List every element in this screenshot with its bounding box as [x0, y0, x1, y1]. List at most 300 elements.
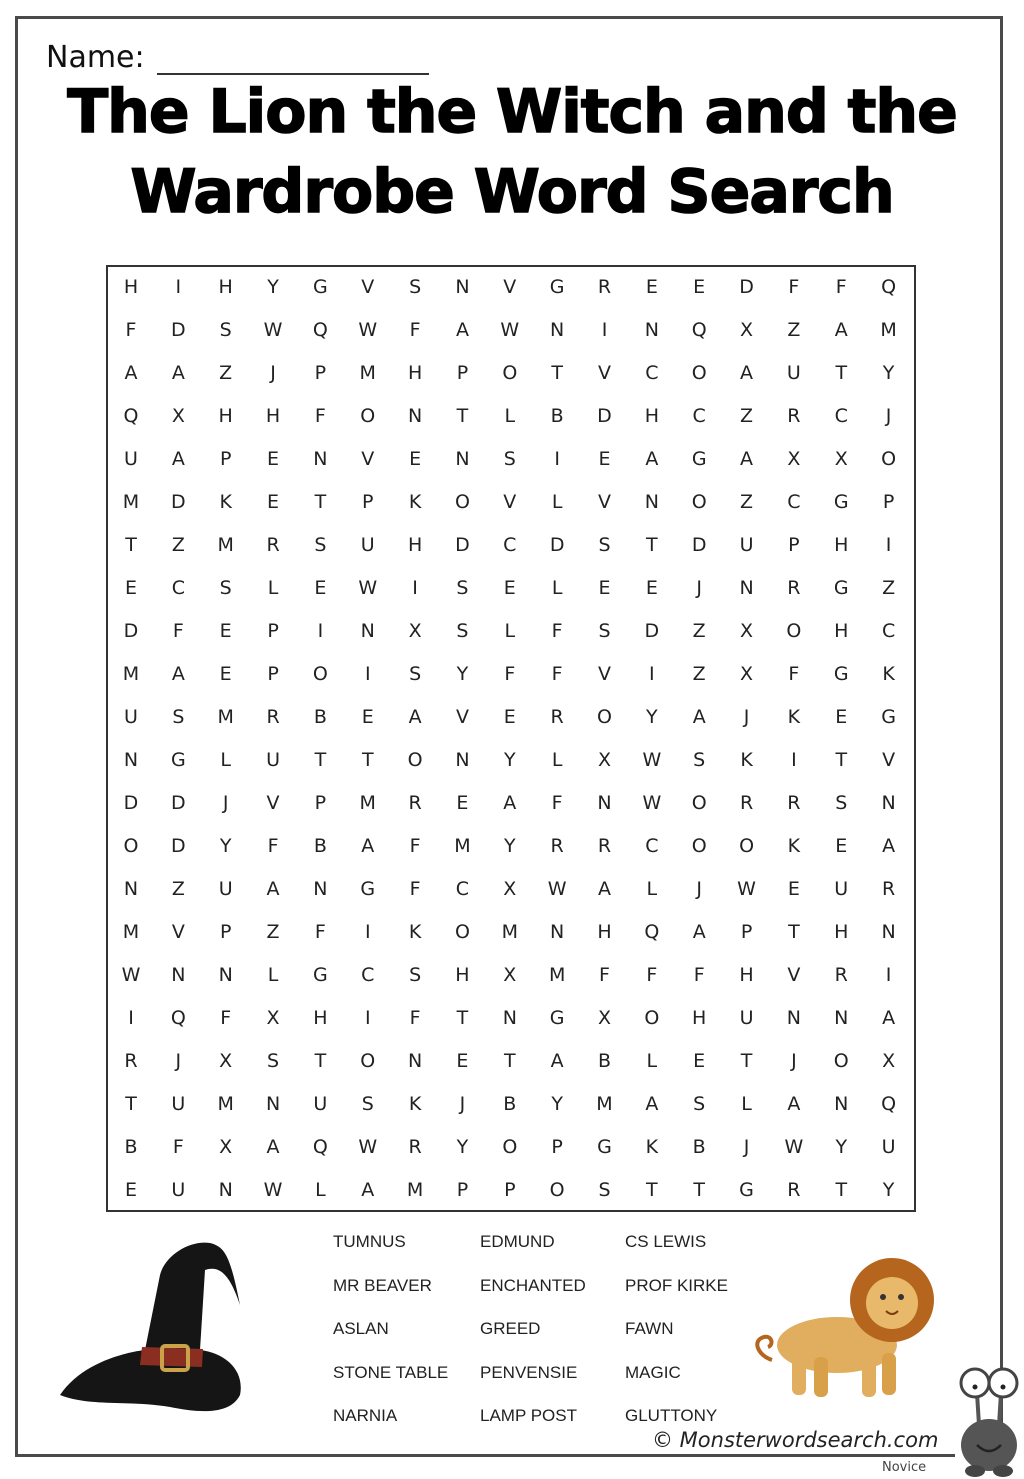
grid-cell[interactable]: T	[646, 1179, 658, 1201]
grid-cell[interactable]: H	[218, 405, 233, 427]
grid-cell[interactable]: X	[597, 1007, 612, 1029]
grid-cell[interactable]: P	[314, 362, 327, 384]
grid-cell[interactable]: Z	[692, 663, 706, 685]
grid-cell[interactable]: S	[456, 577, 469, 599]
grid-cell[interactable]: A	[692, 921, 706, 943]
grid-cell[interactable]: G	[549, 1007, 565, 1029]
grid-cell[interactable]: P	[362, 491, 374, 513]
grid-cell[interactable]: T	[361, 749, 374, 771]
grid-cell[interactable]: P	[551, 1136, 563, 1158]
grid-cell[interactable]: M	[217, 1093, 234, 1115]
grid-cell[interactable]: H	[644, 405, 659, 427]
grid-cell[interactable]: U	[171, 1179, 186, 1201]
grid-cell[interactable]: Y	[456, 1136, 469, 1158]
grid-cell[interactable]: J	[270, 362, 276, 384]
grid-cell[interactable]: L	[551, 491, 563, 513]
grid-cell[interactable]: R	[787, 405, 801, 427]
grid-cell[interactable]: O	[691, 362, 707, 384]
grid-cell[interactable]: U	[739, 534, 754, 556]
grid-cell[interactable]: J	[743, 1136, 750, 1158]
grid-cell[interactable]: H	[834, 921, 849, 943]
grid-cell[interactable]: Y	[503, 835, 516, 857]
grid-cell[interactable]: I	[885, 964, 892, 986]
grid-cell[interactable]: F	[599, 964, 610, 986]
grid-cell[interactable]: L	[220, 749, 231, 771]
grid-cell[interactable]: S	[598, 534, 611, 556]
grid-cell[interactable]: R	[124, 1050, 138, 1072]
grid-cell[interactable]: W	[121, 964, 141, 986]
grid-cell[interactable]: L	[646, 1050, 658, 1072]
grid-cell[interactable]: J	[791, 1050, 797, 1072]
grid-cell[interactable]: S	[172, 706, 185, 728]
grid-cell[interactable]: Y	[882, 1179, 895, 1201]
grid-cell[interactable]: N	[550, 319, 565, 341]
grid-cell[interactable]: F	[125, 319, 137, 341]
grid-cell[interactable]: E	[598, 577, 611, 599]
grid-cell[interactable]: K	[787, 835, 801, 857]
grid-cell[interactable]: F	[314, 921, 326, 943]
grid-cell[interactable]: X	[787, 448, 801, 470]
grid-cell[interactable]: T	[456, 1007, 469, 1029]
grid-cell[interactable]: D	[171, 792, 186, 814]
grid-cell[interactable]: W	[642, 749, 662, 771]
grid-cell[interactable]: O	[407, 749, 423, 771]
grid-cell[interactable]: O	[502, 1136, 518, 1158]
grid-cell[interactable]: J	[696, 878, 702, 900]
grid-cell[interactable]: I	[791, 749, 797, 771]
grid-cell[interactable]: D	[455, 534, 470, 556]
grid-cell[interactable]: Q	[312, 319, 328, 341]
grid-cell[interactable]: I	[317, 620, 324, 642]
grid-cell[interactable]: N	[739, 577, 754, 599]
name-input-line[interactable]	[157, 41, 429, 75]
grid-cell[interactable]: K	[645, 1136, 659, 1158]
grid-cell[interactable]: D	[123, 620, 139, 642]
grid-cell[interactable]: S	[456, 620, 469, 642]
grid-cell[interactable]: V	[598, 663, 611, 685]
grid-cell[interactable]: N	[360, 620, 375, 642]
grid-cell[interactable]: Z	[740, 405, 754, 427]
grid-cell[interactable]: A	[171, 448, 185, 470]
grid-cell[interactable]: S	[219, 319, 232, 341]
grid-cell[interactable]: U	[360, 534, 375, 556]
grid-cell[interactable]: P	[267, 620, 279, 642]
grid-cell[interactable]: O	[454, 921, 470, 943]
grid-cell[interactable]: E	[267, 448, 280, 470]
grid-cell[interactable]: A	[645, 448, 659, 470]
grid-cell[interactable]: V	[598, 362, 611, 384]
grid-cell[interactable]: F	[409, 835, 421, 857]
grid-cell[interactable]: M	[406, 1179, 424, 1201]
grid-cell[interactable]: K	[740, 749, 753, 771]
grid-cell[interactable]: I	[364, 1007, 371, 1029]
grid-cell[interactable]: L	[267, 577, 279, 599]
grid-cell[interactable]: A	[124, 362, 138, 384]
grid-cell[interactable]: E	[835, 706, 848, 728]
grid-cell[interactable]: N	[313, 448, 328, 470]
grid-cell[interactable]: O	[123, 835, 139, 857]
grid-cell[interactable]: Y	[551, 1093, 563, 1115]
grid-cell[interactable]: G	[833, 577, 849, 599]
grid-cell[interactable]: L	[646, 878, 658, 900]
grid-cell[interactable]: A	[171, 663, 185, 685]
grid-cell[interactable]: V	[598, 491, 611, 513]
grid-cell[interactable]: E	[124, 577, 137, 599]
grid-cell[interactable]: Z	[692, 620, 706, 642]
grid-cell[interactable]: S	[693, 749, 706, 771]
grid-cell[interactable]: N	[455, 448, 470, 470]
grid-cell[interactable]: T	[693, 1179, 705, 1201]
grid-cell[interactable]: B	[124, 1136, 138, 1158]
grid-cell[interactable]: E	[787, 878, 800, 900]
grid-cell[interactable]: X	[740, 620, 754, 642]
grid-cell[interactable]: B	[550, 405, 564, 427]
grid-cell[interactable]: G	[313, 276, 328, 298]
grid-cell[interactable]: U	[124, 448, 138, 470]
grid-cell[interactable]: T	[740, 1050, 753, 1072]
grid-cell[interactable]: B	[313, 835, 327, 857]
grid-cell[interactable]: T	[835, 749, 848, 771]
grid-cell[interactable]: Z	[171, 534, 185, 556]
grid-cell[interactable]: G	[833, 491, 849, 513]
grid-cell[interactable]: V	[361, 276, 375, 298]
grid-cell[interactable]: N	[123, 878, 139, 900]
grid-cell[interactable]: R	[597, 276, 612, 298]
grid-cell[interactable]: U	[786, 362, 801, 384]
grid-cell[interactable]: F	[788, 663, 800, 685]
grid-cell[interactable]: G	[833, 663, 849, 685]
grid-cell[interactable]: K	[408, 921, 422, 943]
grid-cell[interactable]: O	[833, 1050, 849, 1072]
grid-cell[interactable]: H	[265, 405, 281, 427]
grid-cell[interactable]: N	[881, 921, 896, 943]
grid-cell[interactable]: L	[315, 1179, 326, 1201]
grid-cell[interactable]: I	[412, 577, 418, 599]
grid-cell[interactable]: P	[314, 792, 327, 814]
grid-cell[interactable]: R	[266, 534, 280, 556]
grid-cell[interactable]: O	[502, 362, 518, 384]
grid-cell[interactable]: E	[598, 448, 611, 470]
grid-cell[interactable]: M	[454, 835, 471, 857]
grid-cell[interactable]: S	[267, 1050, 280, 1072]
grid-cell[interactable]: X	[266, 1007, 280, 1029]
grid-cell[interactable]: X	[834, 448, 848, 470]
grid-cell[interactable]: X	[503, 964, 517, 986]
grid-cell[interactable]: J	[743, 706, 750, 728]
grid-cell[interactable]: U	[739, 1007, 754, 1029]
grid-cell[interactable]: T	[456, 405, 469, 427]
grid-cell[interactable]: P	[882, 491, 895, 513]
grid-cell[interactable]: E	[409, 448, 422, 470]
grid-cell[interactable]: V	[503, 491, 517, 513]
grid-cell[interactable]: J	[696, 577, 702, 599]
grid-cell[interactable]: S	[409, 964, 422, 986]
grid-cell[interactable]: E	[361, 706, 374, 728]
grid-cell[interactable]: P	[788, 534, 800, 556]
grid-cell[interactable]: R	[787, 1179, 801, 1201]
grid-cell[interactable]: G	[739, 1179, 754, 1201]
grid-cell[interactable]: I	[601, 319, 608, 341]
grid-cell[interactable]: V	[455, 706, 469, 728]
grid-cell[interactable]: F	[504, 663, 516, 685]
grid-cell[interactable]: Y	[456, 663, 469, 685]
grid-cell[interactable]: F	[551, 663, 563, 685]
grid-cell[interactable]: X	[597, 749, 612, 771]
grid-cell[interactable]: O	[312, 663, 328, 685]
grid-cell[interactable]: O	[691, 491, 707, 513]
grid-cell[interactable]: O	[691, 835, 707, 857]
grid-cell[interactable]: E	[503, 706, 516, 728]
grid-cell[interactable]: M	[596, 1093, 613, 1115]
grid-cell[interactable]: A	[598, 878, 611, 900]
grid-cell[interactable]: F	[172, 620, 184, 642]
grid-cell[interactable]: F	[409, 319, 421, 341]
grid-cell[interactable]: I	[885, 534, 892, 556]
grid-cell[interactable]: E	[835, 835, 848, 857]
grid-cell[interactable]: D	[123, 792, 139, 814]
grid-cell[interactable]: Y	[882, 362, 895, 384]
grid-cell[interactable]: N	[834, 1007, 849, 1029]
grid-cell[interactable]: S	[361, 1093, 374, 1115]
grid-cell[interactable]: H	[692, 1007, 707, 1029]
grid-cell[interactable]: N	[407, 1050, 423, 1072]
grid-cell[interactable]: O	[881, 448, 897, 470]
grid-cell[interactable]: I	[364, 921, 371, 943]
grid-cell[interactable]: E	[124, 1179, 137, 1201]
grid-cell[interactable]: O	[644, 1007, 660, 1029]
grid-cell[interactable]: I	[364, 663, 371, 685]
grid-cell[interactable]: Z	[266, 921, 280, 943]
grid-cell[interactable]: O	[597, 706, 612, 728]
grid-cell[interactable]: M	[359, 792, 376, 814]
grid-cell[interactable]: O	[549, 1179, 565, 1201]
grid-cell[interactable]: E	[693, 1050, 706, 1072]
grid-cell[interactable]: C	[834, 405, 848, 427]
grid-cell[interactable]: R	[739, 792, 754, 814]
grid-cell[interactable]: S	[409, 663, 422, 685]
grid-cell[interactable]: P	[740, 921, 753, 943]
grid-cell[interactable]: P	[456, 362, 469, 384]
grid-cell[interactable]: N	[644, 319, 659, 341]
grid-cell[interactable]: A	[361, 835, 375, 857]
grid-cell[interactable]: D	[171, 835, 186, 857]
grid-cell[interactable]: S	[409, 276, 422, 298]
grid-cell[interactable]: Z	[882, 577, 896, 599]
grid-cell[interactable]: P	[219, 448, 232, 470]
grid-cell[interactable]: D	[691, 534, 707, 556]
grid-cell[interactable]: X	[882, 1050, 896, 1072]
grid-cell[interactable]: T	[314, 491, 327, 513]
grid-cell[interactable]: W	[642, 792, 662, 814]
grid-cell[interactable]: E	[219, 620, 232, 642]
grid-cell[interactable]: F	[551, 792, 563, 814]
grid-cell[interactable]: K	[408, 491, 422, 513]
grid-cell[interactable]: N	[313, 878, 328, 900]
grid-cell[interactable]: K	[882, 663, 895, 685]
grid-cell[interactable]: W	[358, 319, 378, 341]
grid-cell[interactable]: L	[267, 964, 279, 986]
grid-cell[interactable]: F	[172, 1136, 184, 1158]
grid-cell[interactable]: R	[881, 878, 896, 900]
grid-cell[interactable]: W	[547, 878, 567, 900]
grid-cell[interactable]: H	[123, 276, 139, 298]
grid-cell[interactable]: S	[598, 1179, 611, 1201]
grid-cell[interactable]: P	[219, 921, 232, 943]
grid-cell[interactable]: N	[455, 276, 470, 298]
grid-cell[interactable]: Z	[171, 878, 185, 900]
grid-cell[interactable]: K	[408, 1093, 422, 1115]
grid-cell[interactable]: V	[503, 276, 517, 298]
grid-cell[interactable]: Y	[219, 835, 232, 857]
grid-cell[interactable]: U	[834, 878, 849, 900]
grid-cell[interactable]: E	[267, 491, 280, 513]
grid-cell[interactable]: F	[314, 405, 326, 427]
grid-cell[interactable]: G	[313, 964, 328, 986]
grid-cell[interactable]: A	[740, 362, 754, 384]
grid-cell[interactable]: M	[217, 534, 234, 556]
grid-cell[interactable]: D	[597, 405, 612, 427]
grid-cell[interactable]: P	[504, 1179, 516, 1201]
grid-cell[interactable]: N	[218, 1179, 233, 1201]
grid-cell[interactable]: M	[359, 362, 376, 384]
grid-cell[interactable]: Q	[312, 1136, 328, 1158]
grid-cell[interactable]: O	[739, 835, 755, 857]
grid-cell[interactable]: B	[503, 1093, 517, 1115]
grid-cell[interactable]: S	[835, 792, 848, 814]
grid-cell[interactable]: U	[313, 1093, 328, 1115]
grid-cell[interactable]: V	[266, 792, 280, 814]
grid-cell[interactable]: I	[554, 448, 560, 470]
grid-cell[interactable]: A	[550, 1050, 564, 1072]
grid-cell[interactable]: R	[597, 835, 612, 857]
grid-cell[interactable]: F	[835, 276, 847, 298]
grid-cell[interactable]: C	[645, 835, 659, 857]
grid-cell[interactable]: R	[550, 706, 564, 728]
grid-cell[interactable]: E	[645, 276, 658, 298]
grid-cell[interactable]: E	[693, 276, 706, 298]
grid-cell[interactable]: U	[266, 749, 280, 771]
grid-cell[interactable]: L	[504, 620, 516, 642]
grid-cell[interactable]: A	[171, 362, 185, 384]
grid-cell[interactable]: H	[834, 534, 849, 556]
grid-cell[interactable]: U	[881, 1136, 896, 1158]
grid-cell[interactable]: D	[171, 491, 186, 513]
grid-cell[interactable]: C	[171, 577, 185, 599]
grid-cell[interactable]: A	[266, 1136, 280, 1158]
grid-cell[interactable]: E	[219, 663, 232, 685]
grid-cell[interactable]: C	[503, 534, 517, 556]
grid-cell[interactable]: M	[122, 491, 140, 513]
grid-cell[interactable]: F	[551, 620, 563, 642]
grid-cell[interactable]: K	[219, 491, 232, 513]
grid-cell[interactable]: C	[361, 964, 375, 986]
grid-cell[interactable]: D	[549, 534, 565, 556]
grid-cell[interactable]: T	[551, 362, 563, 384]
grid-cell[interactable]: R	[787, 577, 801, 599]
grid-cell[interactable]: R	[550, 835, 564, 857]
grid-cell[interactable]: Y	[835, 1136, 848, 1158]
grid-cell[interactable]: O	[691, 792, 707, 814]
grid-cell[interactable]: Y	[646, 706, 658, 728]
grid-cell[interactable]: O	[454, 491, 470, 513]
grid-cell[interactable]: T	[314, 749, 327, 771]
grid-cell[interactable]: J	[459, 1093, 466, 1115]
grid-cell[interactable]: A	[361, 1179, 375, 1201]
grid-cell[interactable]: M	[880, 319, 897, 341]
grid-cell[interactable]: C	[787, 491, 801, 513]
grid-cell[interactable]: R	[266, 706, 280, 728]
grid-cell[interactable]: B	[313, 706, 327, 728]
grid-cell[interactable]: A	[882, 835, 896, 857]
grid-cell[interactable]: U	[218, 878, 233, 900]
grid-cell[interactable]: I	[649, 663, 655, 685]
grid-cell[interactable]: F	[646, 964, 658, 986]
grid-cell[interactable]: W	[263, 1179, 283, 1201]
grid-cell[interactable]: T	[835, 1179, 848, 1201]
grid-cell[interactable]: E	[503, 577, 516, 599]
grid-cell[interactable]: N	[881, 792, 896, 814]
grid-cell[interactable]: G	[170, 749, 186, 771]
grid-cell[interactable]: N	[834, 1093, 849, 1115]
grid-cell[interactable]: L	[551, 749, 563, 771]
grid-cell[interactable]: C	[881, 620, 896, 642]
grid-cell[interactable]: G	[881, 706, 896, 728]
grid-cell[interactable]: X	[219, 1050, 233, 1072]
grid-cell[interactable]: Q	[123, 405, 139, 427]
grid-cell[interactable]: V	[171, 921, 185, 943]
grid-cell[interactable]: N	[502, 1007, 517, 1029]
grid-cell[interactable]: L	[551, 577, 563, 599]
grid-cell[interactable]: W	[784, 1136, 804, 1158]
grid-cell[interactable]: M	[122, 921, 140, 943]
grid-cell[interactable]: T	[835, 362, 848, 384]
grid-cell[interactable]: R	[408, 1136, 422, 1158]
grid-cell[interactable]: B	[692, 1136, 706, 1158]
grid-cell[interactable]: N	[455, 749, 470, 771]
grid-cell[interactable]: N	[171, 964, 186, 986]
grid-cell[interactable]: Y	[503, 749, 516, 771]
grid-cell[interactable]: T	[646, 534, 658, 556]
grid-cell[interactable]: W	[500, 319, 520, 341]
grid-cell[interactable]: S	[503, 448, 516, 470]
grid-cell[interactable]: F	[267, 835, 279, 857]
grid-cell[interactable]: A	[645, 1093, 659, 1115]
grid-cell[interactable]: I	[175, 276, 182, 298]
grid-cell[interactable]: W	[358, 577, 378, 599]
grid-cell[interactable]: L	[504, 405, 516, 427]
grid-cell[interactable]: Q	[644, 921, 660, 943]
grid-cell[interactable]: G	[549, 276, 565, 298]
grid-cell[interactable]: S	[314, 534, 327, 556]
grid-cell[interactable]: P	[267, 663, 279, 685]
grid-cell[interactable]: E	[314, 577, 327, 599]
grid-cell[interactable]: N	[265, 1093, 281, 1115]
grid-cell[interactable]: I	[128, 1007, 134, 1029]
grid-cell[interactable]: F	[220, 1007, 232, 1029]
grid-cell[interactable]: B	[597, 1050, 612, 1072]
grid-cell[interactable]: H	[218, 276, 233, 298]
grid-cell[interactable]: C	[692, 405, 706, 427]
grid-cell[interactable]: X	[740, 319, 754, 341]
grid-cell[interactable]: L	[741, 1093, 752, 1115]
grid-cell[interactable]: S	[693, 1093, 706, 1115]
grid-cell[interactable]: X	[503, 878, 517, 900]
grid-cell[interactable]: R	[787, 792, 801, 814]
grid-cell[interactable]: H	[407, 362, 423, 384]
grid-cell[interactable]: A	[266, 878, 280, 900]
grid-cell[interactable]: D	[644, 620, 660, 642]
grid-cell[interactable]: Q	[881, 1093, 897, 1115]
